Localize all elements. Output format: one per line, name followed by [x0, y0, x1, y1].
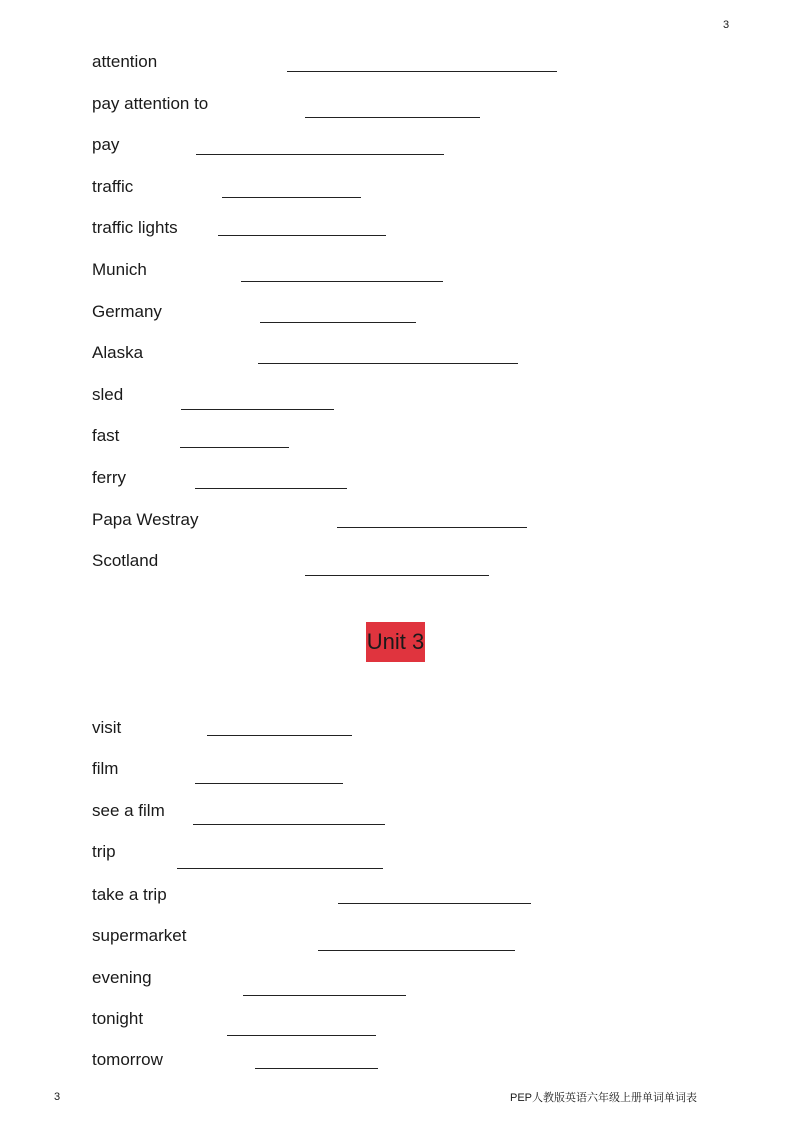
vocab-word: film [92, 759, 119, 778]
answer-blank[interactable] [218, 235, 386, 236]
answer-blank[interactable] [227, 1035, 376, 1036]
answer-blank[interactable] [305, 117, 480, 118]
answer-blank[interactable] [338, 903, 531, 904]
vocab-word: ferry [92, 468, 126, 487]
answer-blank[interactable] [337, 527, 527, 528]
answer-blank[interactable] [305, 575, 489, 576]
answer-blank[interactable] [318, 950, 515, 951]
vocab-word: tonight [92, 1009, 144, 1028]
vocab-word: fast [92, 426, 120, 445]
vocab-word: Papa Westray [92, 510, 199, 529]
footer-title: PEP人教版英语六年级上册单词单词表 [510, 1092, 698, 1104]
unit-heading: Unit 3 [366, 622, 425, 662]
answer-blank[interactable] [287, 71, 557, 72]
vocab-word: traffic [92, 177, 134, 196]
vocab-word: pay attention to [92, 94, 209, 113]
vocab-word: tomorrow [92, 1050, 163, 1069]
vocab-word: Alaska [92, 343, 144, 362]
answer-blank[interactable] [255, 1068, 378, 1069]
vocab-word: Scotland [92, 551, 159, 570]
vocab-word: trip [92, 842, 116, 861]
vocab-word: take a trip [92, 885, 167, 904]
answer-blank[interactable] [258, 363, 518, 364]
vocab-word: pay [92, 135, 120, 154]
answer-blank[interactable] [196, 154, 444, 155]
answer-blank[interactable] [207, 735, 352, 736]
vocab-word: supermarket [92, 926, 187, 945]
answer-blank[interactable] [260, 322, 416, 323]
answer-blank[interactable] [195, 783, 343, 784]
page-number-bottom: 3 [54, 1091, 61, 1103]
answer-blank[interactable] [193, 824, 385, 825]
vocab-word: evening [92, 968, 152, 987]
vocab-word: visit [92, 718, 122, 737]
answer-blank[interactable] [181, 409, 334, 410]
vocab-word: Munich [92, 260, 147, 279]
vocab-word: Germany [92, 302, 162, 321]
vocab-word: see a film [92, 801, 165, 820]
answer-blank[interactable] [177, 868, 383, 869]
answer-blank[interactable] [243, 995, 406, 996]
vocab-word: traffic lights [92, 218, 178, 237]
answer-blank[interactable] [180, 447, 289, 448]
vocab-word: sled [92, 385, 124, 404]
answer-blank[interactable] [241, 281, 443, 282]
answer-blank[interactable] [222, 197, 361, 198]
answer-blank[interactable] [195, 488, 347, 489]
page-number-top: 3 [723, 19, 730, 31]
vocab-word: attention [92, 52, 158, 71]
